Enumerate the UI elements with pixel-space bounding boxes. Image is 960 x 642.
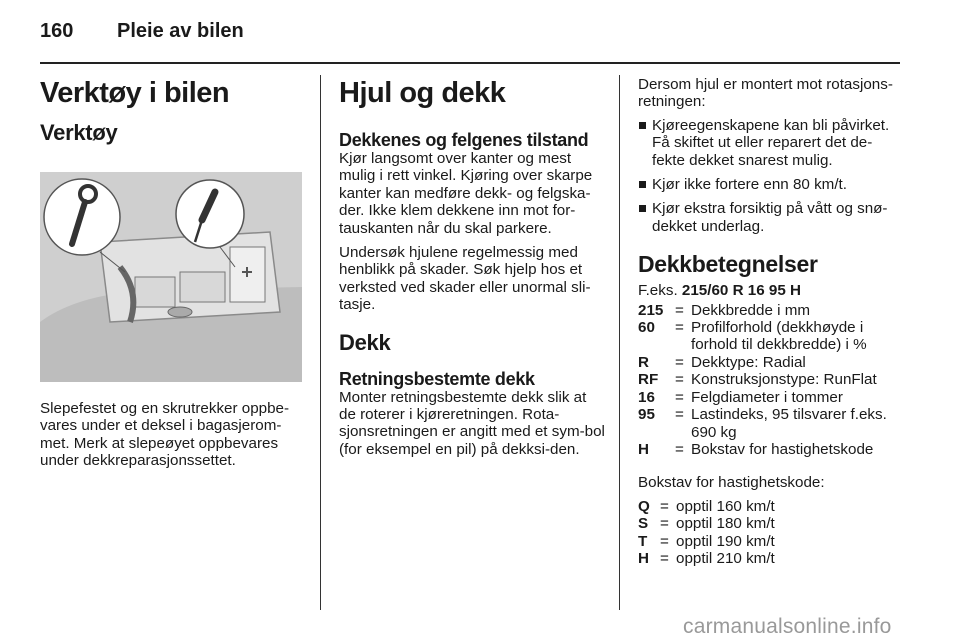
speed-code-intro: Bokstav for hastighetskode: [638, 474, 825, 492]
watermark: carmanualsonline.info [683, 615, 892, 638]
column-designations [638, 76, 900, 567]
table-row: 16 = Felgdiameter i tommer [638, 388, 843, 406]
bullet-square-icon [639, 205, 646, 212]
table-row: 215 = Dekkbredde i mm [638, 301, 811, 319]
designation-table [638, 302, 900, 459]
heading-tyre-condition: Dekkenes og felgenes tilstand [339, 130, 589, 150]
header-rule [40, 62, 900, 64]
table-row: R = Dekktype: Radial [638, 353, 806, 371]
paragraph-curbs: Kjør langsomt over kanter og mest mulig i rett vinkel. Kjøring over skarpe kanter kan medføre dekk- og felgska-der. Ikke klem dekkene inn mot for-tauskanten når du skal parkere. [339, 150, 593, 237]
table-row: 95 = Lastindeks, 95 tilsvarer f.eks. 690 kg [638, 406, 887, 441]
table-row: Q = opptil 160 km/t [638, 497, 775, 515]
trunk-illustration [40, 172, 302, 382]
heading-tools-in-car: Verktøy i bilen [40, 77, 230, 109]
section-title: Pleie av bilen [117, 20, 244, 42]
table-row: S = opptil 180 km/t [638, 515, 775, 533]
list-item: Kjør ekstra forsiktig på vått og snø-dekket underlag. [638, 200, 900, 235]
list-item: Kjøreegenskapene kan bli påvirket. Få skiftet ut eller reparert det de-fekte dekket snarest mulig. [638, 117, 900, 169]
heading-wheels-tyres: Hjul og dekk [339, 77, 506, 109]
column-wheels-tyres [339, 76, 607, 458]
warning-list [638, 117, 900, 235]
table-row: H = Bokstav for hastighetskode [638, 440, 874, 458]
table-row: 60 = Profilforhold (dekkhøyde i forhold til dekkbredde) i % [638, 319, 867, 354]
table-row: T = opptil 190 km/t [638, 532, 775, 550]
heading-tyre-designations: Dekkbetegnelser [638, 251, 818, 278]
heading-tyres: Dekk [339, 329, 391, 355]
list-item: Kjør ikke fortere enn 80 km/t. [638, 176, 900, 193]
table-row: H = opptil 210 km/t [638, 549, 775, 567]
page-number: 160 [40, 20, 74, 42]
trunk-tools-photo [40, 172, 302, 382]
table-row: RF = Konstruksjonstype: RunFlat [638, 371, 877, 389]
speed-code-table [638, 498, 775, 568]
tools-caption: Slepefestet og en skrutrekker oppbe-vares under et deksel i bagasjerom-met. Merk at slepeøyet oppbevares under dekkreparasjonssettet. [40, 400, 290, 470]
heading-directional-tyres: Retningsbestemte dekk [339, 368, 535, 389]
column-divider-2 [619, 75, 620, 610]
paragraph-inspect: Undersøk hjulene regelmessig med henblikk på skader. Søk hjelp hos et verksted ved skader eller unormal sli-tasje. [339, 244, 591, 314]
example-line: F.eks. 215/60 R 16 95 H [638, 282, 801, 300]
paragraph-reverse-mounted: Dersom hjul er montert mot rotasjons-retningen: [638, 76, 893, 111]
bullet-square-icon [639, 122, 646, 129]
paragraph-directional: Monter retningsbestemte dekk slik at de roterer i kjøreretningen. Rota-sjonsretningen er angitt med et sym-bol (for eksempel en pil) på dekksi-den. [339, 388, 605, 458]
column-divider-1 [320, 75, 321, 610]
column-tools [40, 76, 305, 470]
bullet-square-icon [639, 181, 646, 188]
heading-tools: Verktøy [40, 120, 118, 145]
